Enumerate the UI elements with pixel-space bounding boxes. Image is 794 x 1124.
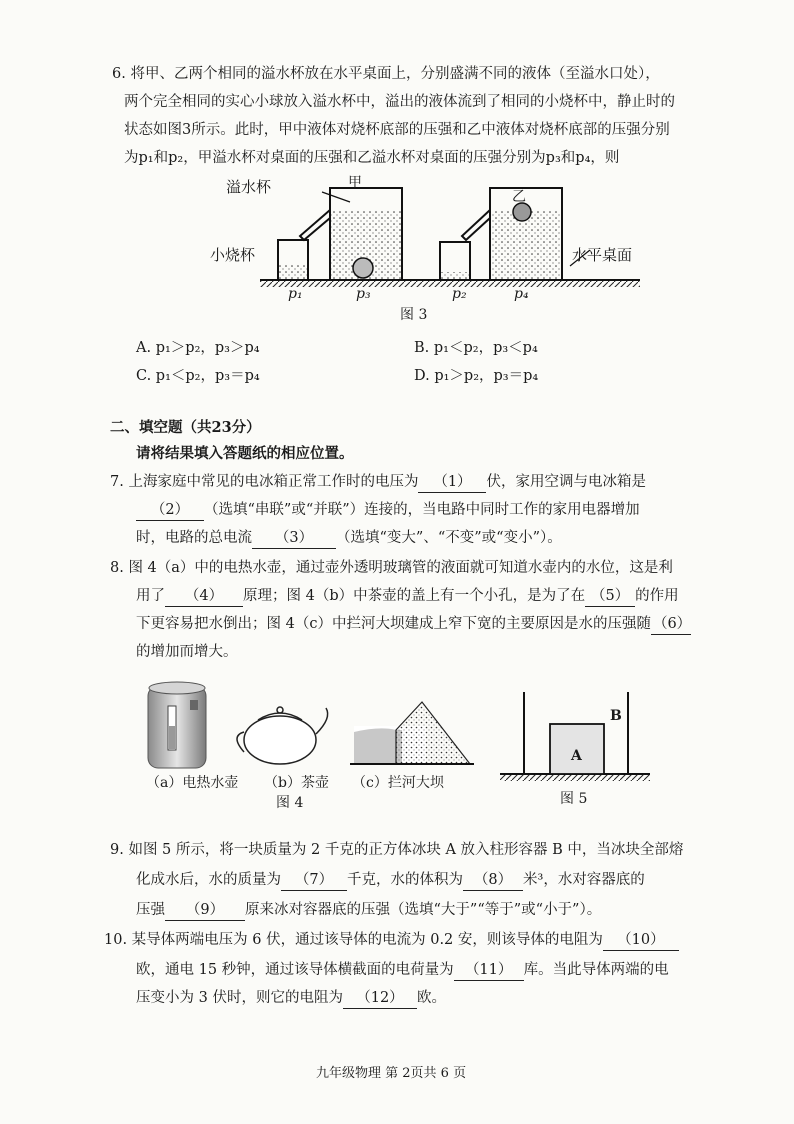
blank-11[interactable]: （11） [454, 960, 524, 981]
option-d[interactable]: D. p₁＞p₂，p₃＝p₄ [414, 368, 539, 384]
label-p2: p₂ [452, 286, 467, 302]
q9-line-3: 压强 （9） 原来冰对容器底的压强（选填“大于”“等于”或“小于”）。 [136, 900, 601, 921]
label-p4: p₄ [514, 286, 529, 302]
blank-1[interactable]: （1） [418, 472, 486, 493]
q10-line-1: 10. 某导体两端电压为 6 伏，通过该导体的电流为 0.2 安，则该导体的电阻为 （10） [104, 930, 679, 951]
blank-10[interactable]: （10） [603, 930, 679, 951]
page-footer: 九年级物理 第 2页共 6 页 [316, 1066, 467, 1081]
figure-3-caption: 图 3 [400, 307, 428, 323]
option-b[interactable]: B. p₁＜p₂，p₃＜p₄ [414, 340, 538, 356]
q7-line-2: （2） （选填“串联”或“并联”）连接的，当电路中同时工作的家用电器增加 [136, 500, 640, 521]
teapot-image [237, 707, 328, 764]
label-yi: 乙 [512, 189, 526, 205]
q6-line-1: 6. 将甲、乙两个相同的溢水杯放在水平桌面上，分别盛满不同的液体（至溢水口处）， [112, 66, 660, 82]
blank-4[interactable]: （4） [165, 586, 243, 607]
caption-4c: （c）拦河大坝 [352, 775, 444, 791]
label-horizontal-table: 水平桌面 [572, 246, 633, 264]
electric-kettle-image [148, 682, 206, 768]
q8-line-3: 下更容易把水倒出；图 4（c）中拦河大坝建成上窄下宽的主要原因是水的压强随 （6） [136, 614, 691, 635]
caption-4b: （b）茶壶 [264, 775, 329, 791]
blank-2[interactable]: （2） [136, 500, 204, 521]
q9-line-2: 化成水后，水的质量为 （7） 千克，水的体积为 （8） 米³，水对容器底的 [136, 870, 645, 891]
label-p1: p₁ [288, 286, 303, 302]
label-jia: 甲 [348, 175, 362, 191]
q8-line-1: 8. 图 4（a）中的电热水壶，通过壶外透明玻璃管的液面就可知道水壶内的水位，这是利 [110, 560, 673, 576]
blank-6[interactable]: （6） [651, 614, 691, 635]
label-overflow-cup: 溢水杯 [226, 178, 272, 196]
section-2-title: 二、填空题（共23分） [110, 419, 261, 436]
blank-5[interactable]: （5） [585, 586, 635, 607]
label-b: B [610, 708, 622, 724]
figure-5-diagram [500, 684, 660, 784]
q10-line-2: 欧，通电 15 秒钟，通过该导体横截面的电荷量为 （11） 库。当此导体两端的电 [136, 960, 669, 981]
q7-line-3: 时，电路的总电流 （3） （选填“变大”、“不变”或“变小”）。 [136, 528, 562, 549]
figure-4-caption: 图 4 [276, 795, 304, 811]
option-a[interactable]: A. p₁＞p₂，p₃＞p₄ [136, 340, 260, 356]
figure-4-illustrations [140, 676, 480, 772]
label-small-beaker: 小烧杯 [210, 246, 256, 264]
q9-line-1: 9. 如图 5 所示，将一块质量为 2 千克的正方体冰块 A 放入柱形容器 B 中，当冰块全部熔 [110, 842, 684, 858]
label-p3: p₃ [356, 286, 371, 302]
ball-jia [353, 258, 373, 278]
q8-line-2: 用了 （4） 原理；图 4（b）中茶壶的盖上有一个小孔，是为了在 （5） 的作用 [136, 586, 679, 607]
q10-line-3: 压变小为 3 伏时，则它的电阻为 （12） 欧。 [136, 988, 446, 1009]
label-a: A [571, 748, 582, 764]
blank-12[interactable]: （12） [343, 988, 417, 1009]
q7-line-1: 7. 上海家庭中常见的电冰箱正常工作时的电压为 （1） 伏，家用空调与电冰箱是 [110, 472, 646, 493]
caption-4a: （a）电热水壶 [146, 775, 239, 791]
dam-image [350, 702, 474, 764]
q8-line-4: 的增加而增大。 [136, 644, 238, 660]
blank-7[interactable]: （7） [281, 870, 347, 891]
q6-line-2: 两个完全相同的实心小球放入溢水杯中，溢出的液体流到了相同的小烧杯中，静止时的 [124, 94, 675, 110]
option-c[interactable]: C. p₁＜p₂，p₃＝p₄ [136, 368, 260, 384]
blank-8[interactable]: （8） [463, 870, 523, 891]
blank-3[interactable]: （3） [252, 528, 336, 549]
blank-9[interactable]: （9） [165, 900, 245, 921]
q6-line-3: 状态如图3所示。此时，甲中液体对烧杯底部的压强和乙中液体对烧杯底部的压强分别 [124, 122, 670, 138]
q6-line-4: 为p₁和p₂，甲溢水杯对桌面的压强和乙溢水杯对桌面的压强分别为p₃和p₄，则 [124, 150, 620, 166]
section-2-instruction: 请将结果填入答题纸的相应位置。 [136, 445, 354, 462]
figure-5-caption: 图 5 [560, 791, 588, 807]
